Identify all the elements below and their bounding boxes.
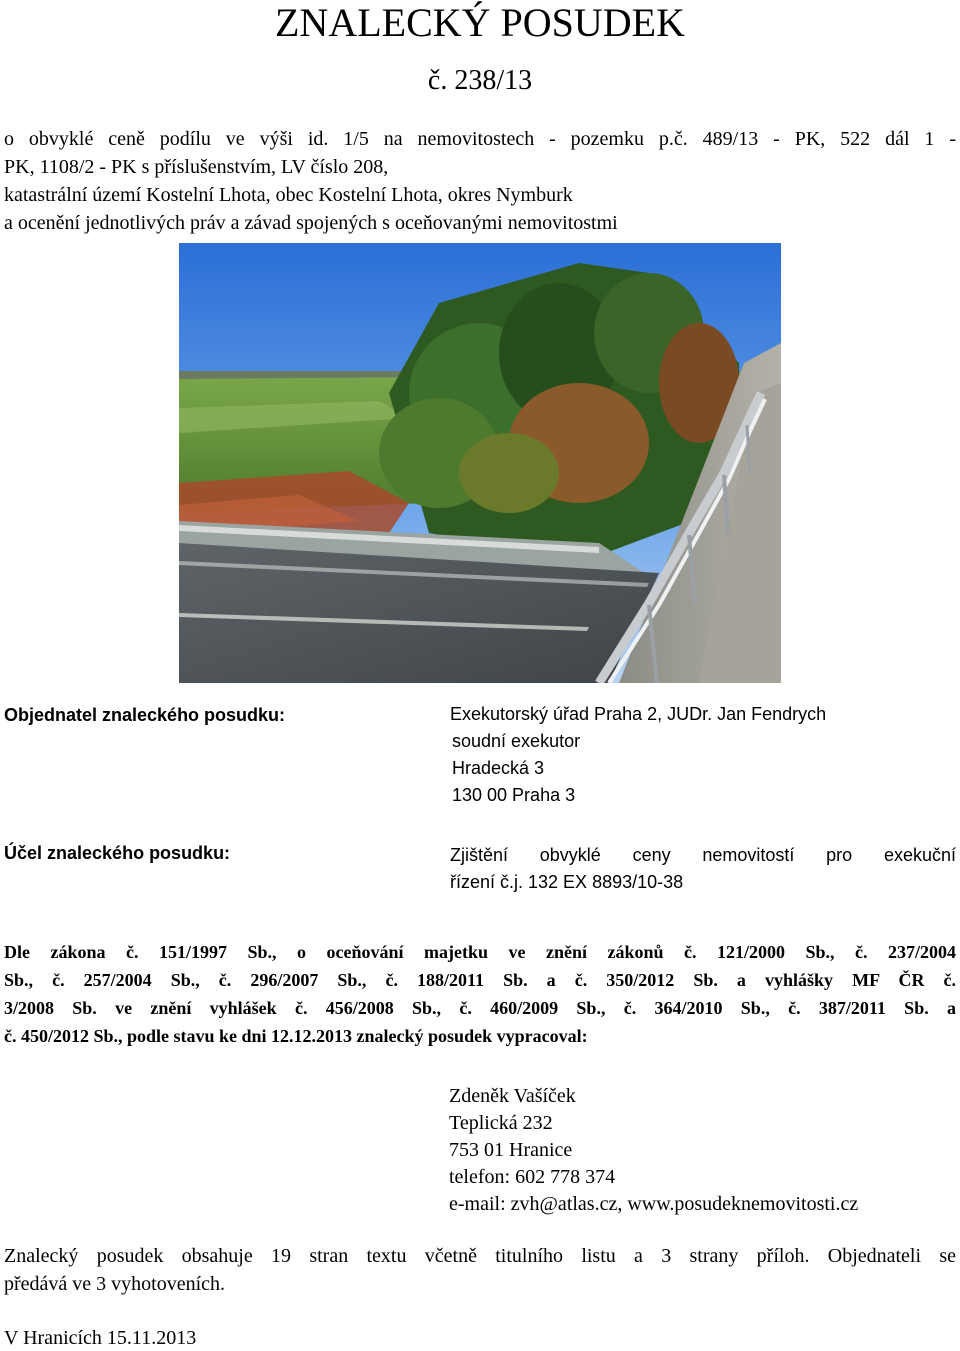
author-name: Zdeněk Vašíček [449, 1085, 576, 1107]
footer-line: Znalecký posudek obsahuje 19 stran textu včetně titulního listu a 3 strany příloh. Objednateli se [4, 1245, 956, 1267]
client-line: soudní exekutor [452, 731, 581, 751]
document-number: č. 238/13 [427, 65, 533, 96]
author-block [449, 1083, 858, 1218]
client-line: 130 00 Praha 3 [452, 785, 576, 805]
subject-paragraph [4, 125, 956, 237]
purpose-line: Zjištění obvyklé ceny nemovitostí pro exekuční [450, 845, 956, 865]
purpose-line: řízení č.j. 132 EX 8893/10-38 [450, 872, 684, 892]
author-city: 753 01 Hranice [449, 1139, 573, 1161]
law-line: 3/2008 Sb. ve znění vyhlášek č. 456/2008 Sb., č. 460/2009 Sb., č. 364/2010 Sb., č. 387/2011 Sb. a [4, 998, 956, 1018]
client-line: Hradecká 3 [452, 758, 545, 778]
footer-line: předává ve 3 vyhotoveních. [4, 1273, 226, 1295]
subject-line: a ocenění jednotlivých práv a závad spojených s oceňovanými nemovitostmi [4, 212, 618, 234]
place-date: V Hranicích 15.11.2013 [4, 1327, 197, 1349]
document-title: ZNALECKÝ POSUDEK [275, 0, 685, 45]
subject-line: PK, 1108/2 - PK s příslušenstvím, LV číslo 208, [4, 156, 389, 178]
client-label: Objednatel znaleckého posudku: [4, 705, 286, 725]
subject-line: o obvyklé ceně podílu ve výši id. 1/5 na nemovitostech - pozemku p.č. 489/13 - PK, 522 dál 1 - [4, 128, 956, 150]
footer-paragraph [4, 1242, 956, 1298]
law-paragraph [4, 938, 956, 1050]
law-line: Dle zákona č. 151/1997 Sb., o oceňování majetku ve znění zákonů č. 121/2000 Sb., č. 237/2004 [4, 942, 956, 962]
purpose-text [450, 842, 956, 896]
property-photo [179, 243, 781, 683]
author-street: Teplická 232 [449, 1112, 553, 1134]
subject-line: katastrální území Kostelní Lhota, obec Kostelní Lhota, okres Nymburk [4, 184, 573, 206]
law-line: Sb., č. 257/2004 Sb., č. 296/2007 Sb., č. 188/2011 Sb. a č. 350/2012 Sb. a vyhlášky MF ČR č. [4, 970, 956, 990]
author-email: e-mail: zvh@atlas.cz, www.posudeknemovitosti.cz [449, 1193, 859, 1215]
author-phone: telefon: 602 778 374 [449, 1166, 616, 1188]
law-line: č. 450/2012 Sb., podle stavu ke dni 12.12.2013 znalecký posudek vypracoval: [4, 1026, 588, 1046]
client-line: Exekutorský úřad Praha 2, JUDr. Jan Fendrych [450, 704, 827, 724]
purpose-label: Účel znaleckého posudku: [4, 843, 231, 863]
